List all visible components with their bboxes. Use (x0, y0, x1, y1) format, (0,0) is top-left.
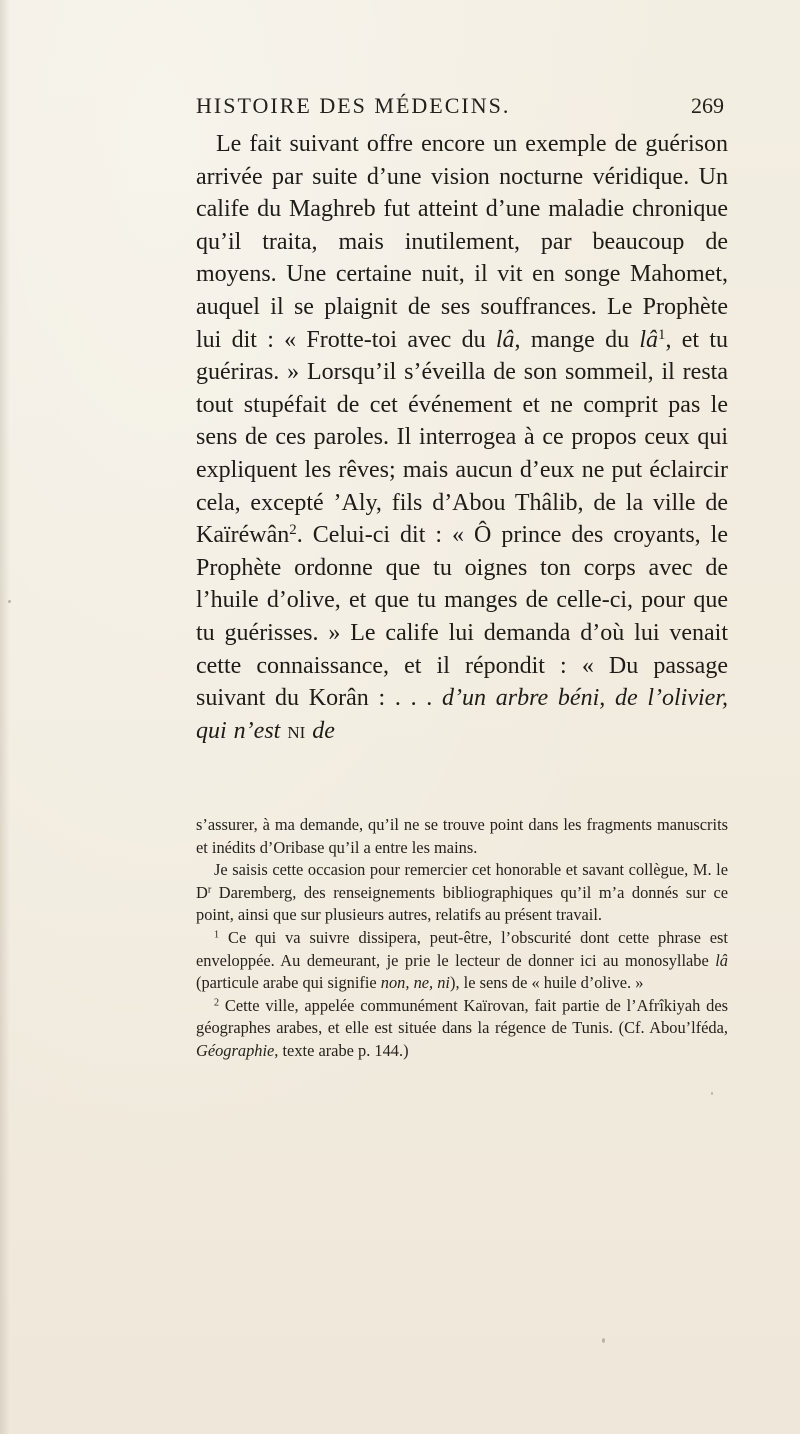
running-title: HISTOIRE DES MÉDECINS. (196, 93, 511, 118)
footnote-marker: 2 (214, 997, 220, 1009)
footnote-text: Je saisis cette occasion pour remercier cet honorable et savant collègue, M. le D (196, 860, 728, 902)
footnote-text: , texte arabe p. 144.) (274, 1040, 409, 1060)
italic-term: lâ (715, 950, 728, 970)
text-run: Le fait suivant offre encore un exemple de guérison arrivée par suite d’une vision nocturne véridique. Un calife du Maghreb fut atteint d’une maladie chronique qu’il traita, mais inutilement, par beaucoup de moyens. Une certaine nuit, il vit en songe Mahomet, auquel il se plaignit de ses souffrances. Le Prophète lui dit : « Frotte-toi avec du (196, 131, 728, 353)
superscript: r (207, 884, 212, 896)
footnotes (196, 814, 728, 1063)
italic-term: non, ne, ni (380, 973, 450, 993)
footnote-1 (196, 927, 728, 995)
italic-title: Géographie (196, 1040, 275, 1060)
footnote-text: (particule arabe qui signifie (196, 973, 381, 993)
footnote-continuation (196, 814, 728, 859)
text-run: . Celui-ci dit : « Ô prince des croyants, le Prophète ordonne que tu oignes ton corps avec de l’huile d’olive, et que tu manges de celle-ci, pour que tu guérisses. » Le calife lui demanda d’où lui venait cette connaissance, et il répondit : « Du passage suivant du Korân : . . . (196, 522, 728, 712)
paper-speck (8, 600, 11, 603)
italic-term: lâ (639, 326, 659, 353)
main-text (196, 128, 728, 747)
footnote-text: Ce qui va suivre dissipera, peut-être, l’obscurité dont cette phrase est enveloppée. Au demeurant, je prie le lecteur de donner ici au monosyllabe (196, 927, 728, 970)
paper-speck (711, 1092, 713, 1095)
footnote-text: s’assurer, à ma demande, qu’il ne se trouve point dans les fragments manuscrits et inédits d’Oribase qu’il a entre les mains. (196, 815, 728, 857)
small-caps-word: ni (287, 717, 306, 744)
footnote-ref-1: 1 (658, 326, 666, 343)
text-run: , et tu guériras. » Lorsqu’il s’éveilla de son sommeil, il resta tout stupéfait de cet événement et ne comprit pas le sens de ces paroles. Il interrogea à ce propos ceux qui expliquent les rêves; mais aucun d’eux ne put éclaircir cela, excepté ’Aly, fils d’Abou Thâlib, de la ville de Kaïréwân (196, 326, 728, 549)
footnote-text: ), le sens de « huile d’olive. » (449, 973, 644, 993)
page-number: 269 (691, 93, 724, 118)
paper-speck (602, 1338, 605, 1343)
footnote-marker: 1 (214, 929, 220, 941)
footnote-continuation-2 (196, 859, 728, 927)
italic-term: lâ (495, 326, 515, 353)
footnote-text: Cette ville, appelée communément Kaïrovan, fait partie de l’Afrîkiyah des géographes arabes, et elle est située dans la régence de Tunis. (Cf. Abou’lféda, (196, 995, 728, 1038)
koran-quote-end: de (305, 717, 335, 744)
footnote-2 (196, 995, 728, 1063)
page-header (196, 93, 724, 127)
text-run: , mange du (514, 326, 640, 353)
page-edge-shadow (0, 0, 10, 1434)
footnote-ref-2: 2 (289, 521, 297, 538)
koran-quote: d’un arbre béni, de l’olivier, qui n’est (196, 685, 728, 744)
main-paragraph (196, 128, 728, 747)
footnote-text: Daremberg, des renseignements bibliographiques qu’il m’a donnés sur ce point, ainsi que sur plusieurs autres, relatifs au présent travail. (196, 882, 728, 925)
